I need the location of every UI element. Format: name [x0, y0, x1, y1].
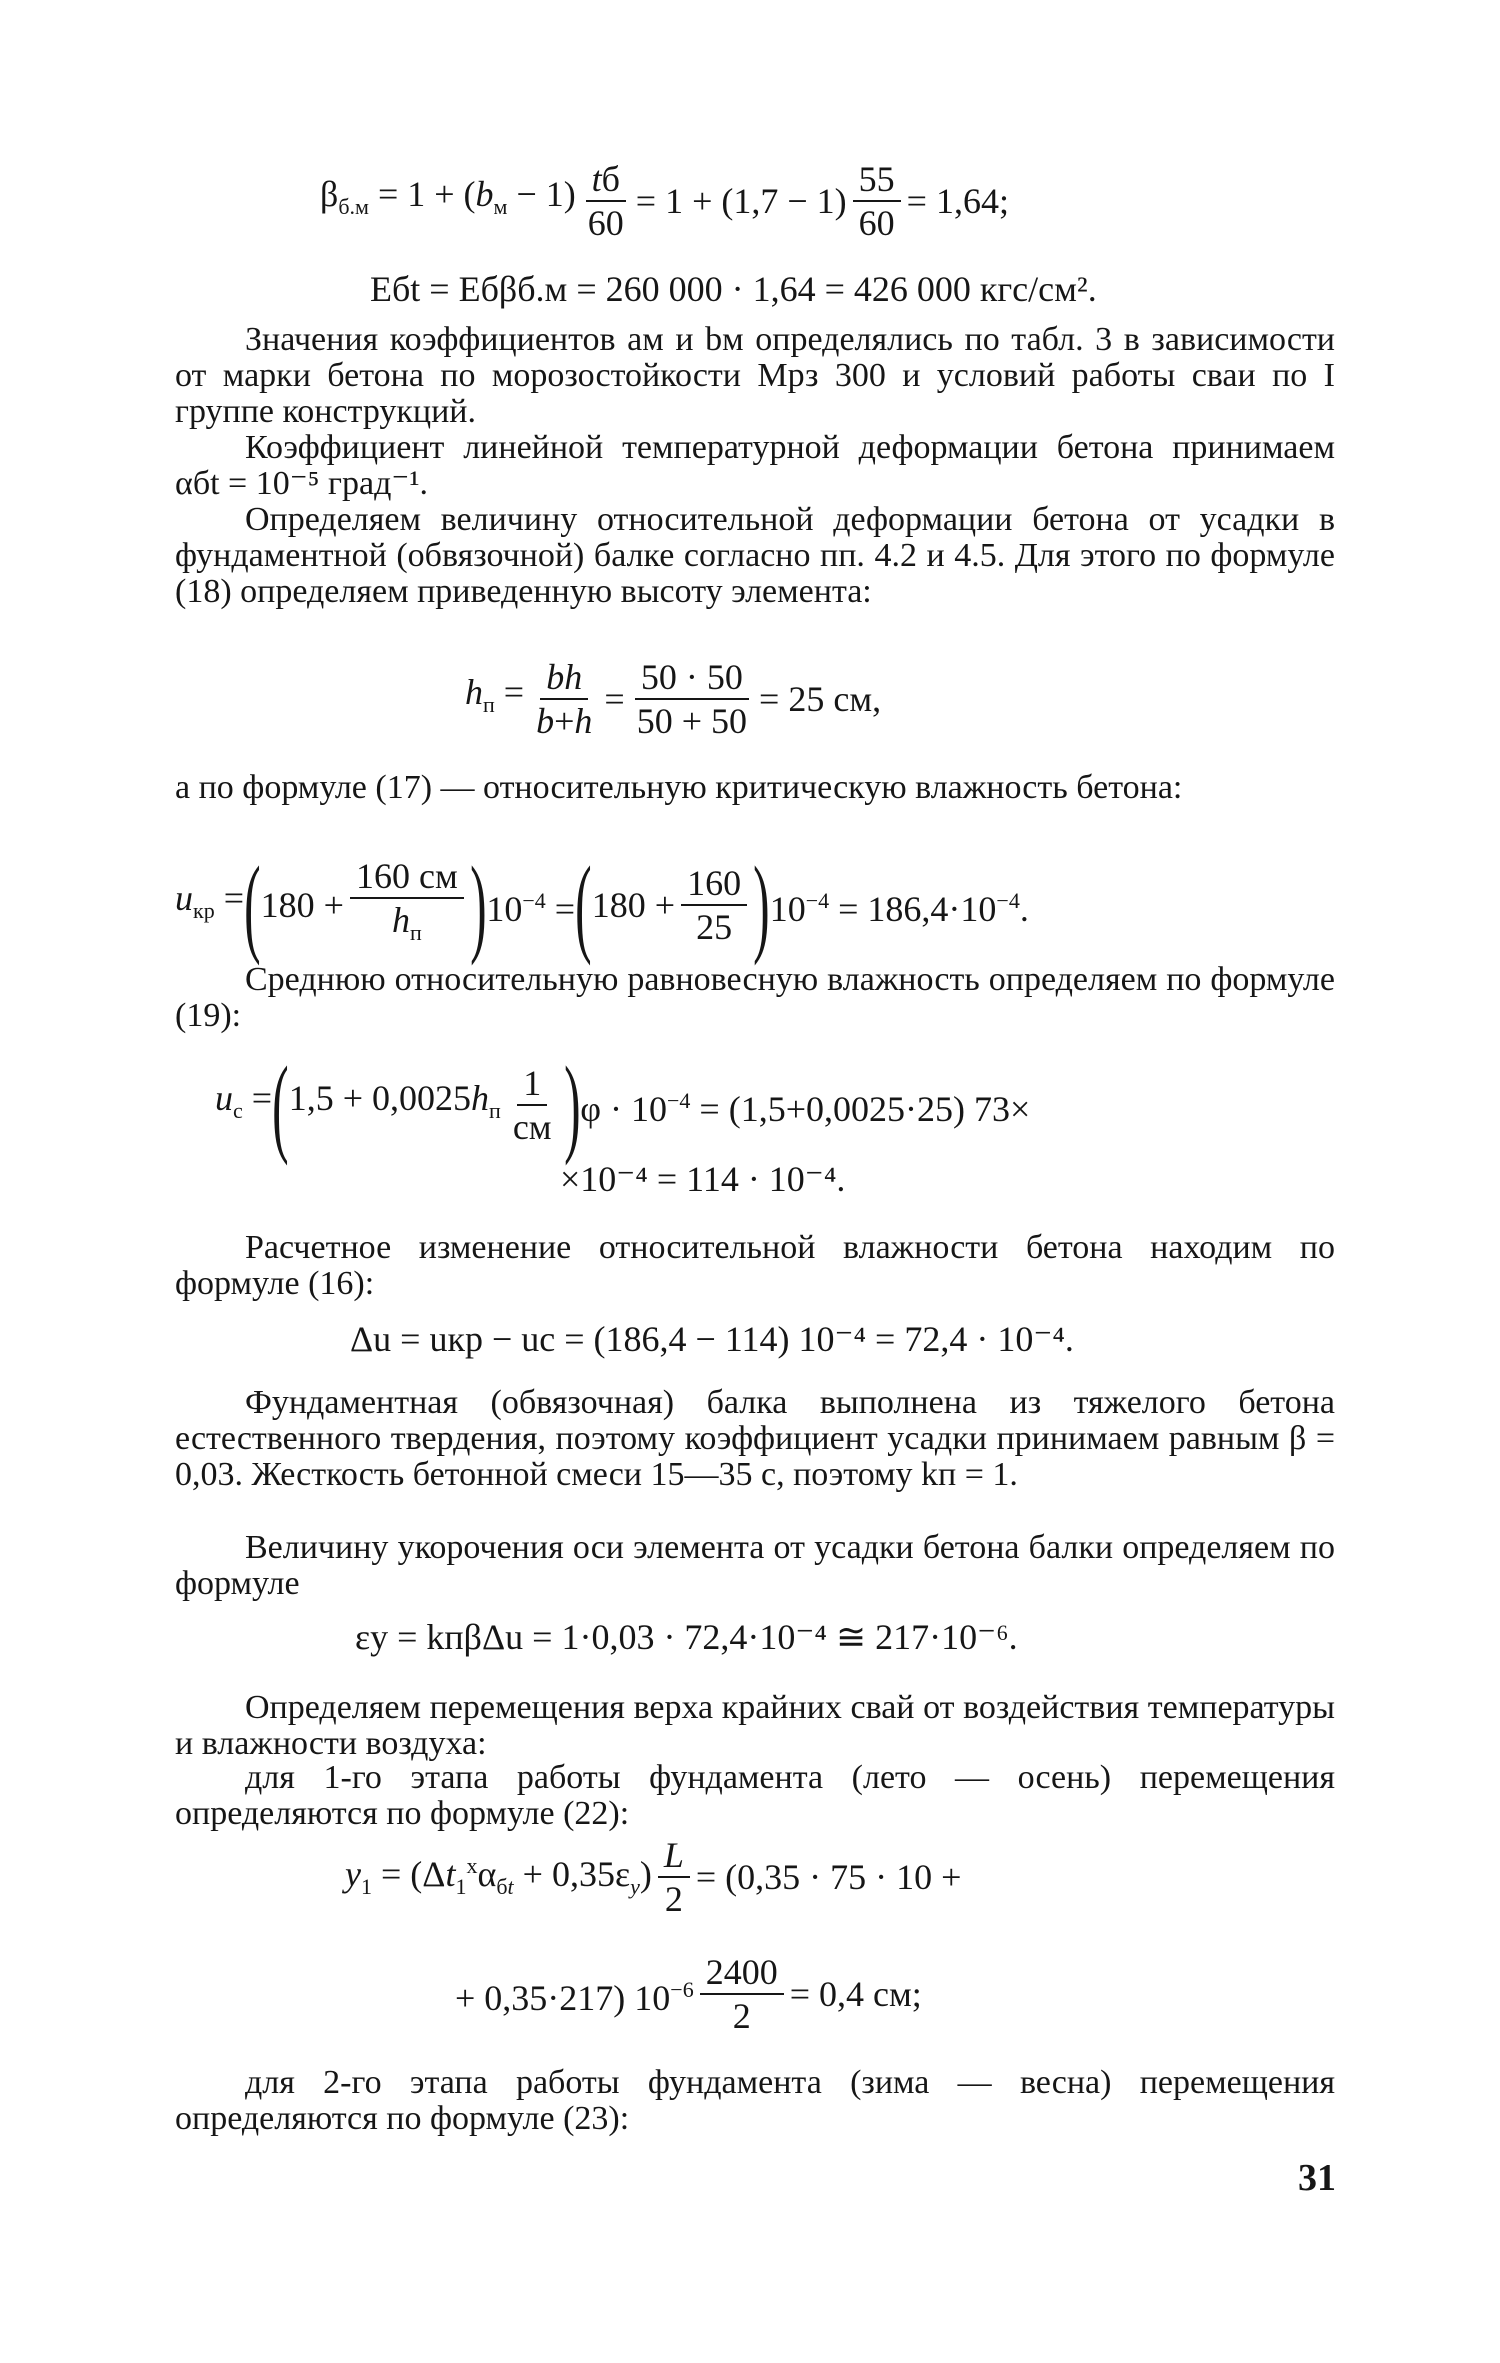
- page-number: 31: [1298, 2157, 1336, 2199]
- equation-delta-u: Δu = uкр − uс = (186,4 − 114) 10⁻⁴ = 72,4 · 10⁻⁴.: [350, 1319, 1074, 1359]
- paragraph-displacements: Определяем перемещения верха крайних свай от воздействия температуры и влажности воздуха:: [175, 1689, 1335, 1762]
- equation-h-p: $h_п$ = $\frac{bh}{b+h}$ = $\frac{50 \cdot 50}{50 + 50}$ = 25 см,: [465, 657, 882, 741]
- equation-beta-bm: $\beta_{б.м} = 1 + (b_м - 1)$ $\frac{tб}{60}$ = 1 + (1,7 − 1) $\frac{55}{60}$ = 1,64;: [320, 159, 1009, 243]
- equation-e-bt: Eбt = Eбβб.м = 260 000 · 1,64 = 426 000 кгс/см².: [370, 269, 1097, 309]
- equation-u-c-line2: ×10⁻⁴ = 114 · 10⁻⁴.: [560, 1159, 846, 1199]
- paragraph-foundation-beam: Фундаментная (обвязочная) балка выполнена из тяжелого бетона естественного твердения, поэтому коэффициент усадки принимаем равным β = 0,03. Жесткость бетонной смеси 15—35 с, поэтому kп = 1.: [175, 1384, 1335, 1493]
- paragraph-critical-humidity: а по формуле (17) — относительную критическую влажность бетона:: [175, 769, 1183, 806]
- paragraph-stage2: для 2-го этапа работы фундамента (зима — весна) перемещения определяются по формуле (23):: [175, 2064, 1335, 2137]
- paragraph-thermal-coefficient: Коэффициент линейной температурной деформации бетона принимаем αбt = 10⁻⁵ град⁻¹.: [175, 429, 1335, 502]
- paragraph-humidity-change: Расчетное изменение относительной влажности бетона находим по формуле (16):: [175, 1229, 1335, 1302]
- equation-u-kr: $u_{кр}$ = ( 180 + $\frac{160 см}{h_п}$ ) $10^{-4}$ = ( 180 + $\frac{160}{25}$ ) $10^{-4} = 186,4\cdot 10^{-4}$.: [175, 844, 1029, 966]
- equation-y1-line2: + 0,35·217) $10^{-6}$ $\frac{2400}{2}$ = 0,4 см;: [455, 1952, 922, 2036]
- paragraph-coefficients: Значения коэффициентов aм и bм определялись по табл. 3 в зависимости от марки бетона по морозостойкости Мрз 300 и условий работы сваи по I группе конструкций.: [175, 321, 1335, 430]
- paragraph-shrinkage: Определяем величину относительной деформации бетона от усадки в фундаментной (обвязочной) балке согласно пп. 4.2 и 4.5. Для этого по формуле (18) определяем приведенную высоту элемента:: [175, 501, 1335, 610]
- paragraph-equilibrium-humidity: Среднюю относительную равновесную влажность определяем по формуле (19):: [175, 961, 1335, 1034]
- equation-eps-y: εу = kпβΔu = 1·0,03 · 72,4·10⁻⁴ ≅ 217·10⁻⁶.: [355, 1617, 1018, 1657]
- paragraph-shortening: Величину укорочения оси элемента от усадки бетона балки определяем по формуле: [175, 1529, 1335, 1602]
- paragraph-stage1: для 1-го этапа работы фундамента (лето — осень) перемещения определяются по формуле (22):: [175, 1759, 1335, 1832]
- equation-y1-line1: $y_1 = (\Delta t_1^x\alpha_{бt} + 0,35\varepsilon_y)$ $\frac{L}{2}$ = (0,35 · 75 · 10 +: [345, 1835, 962, 1919]
- equation-u-c-line1: $u_с$ = ( $1,5 + 0,0025h_п$ $\frac{1}{см}$ ) $\varphi \cdot 10^{-4} = (1,5+0,0025\cdot 25)$ 73×: [215, 1044, 1031, 1166]
